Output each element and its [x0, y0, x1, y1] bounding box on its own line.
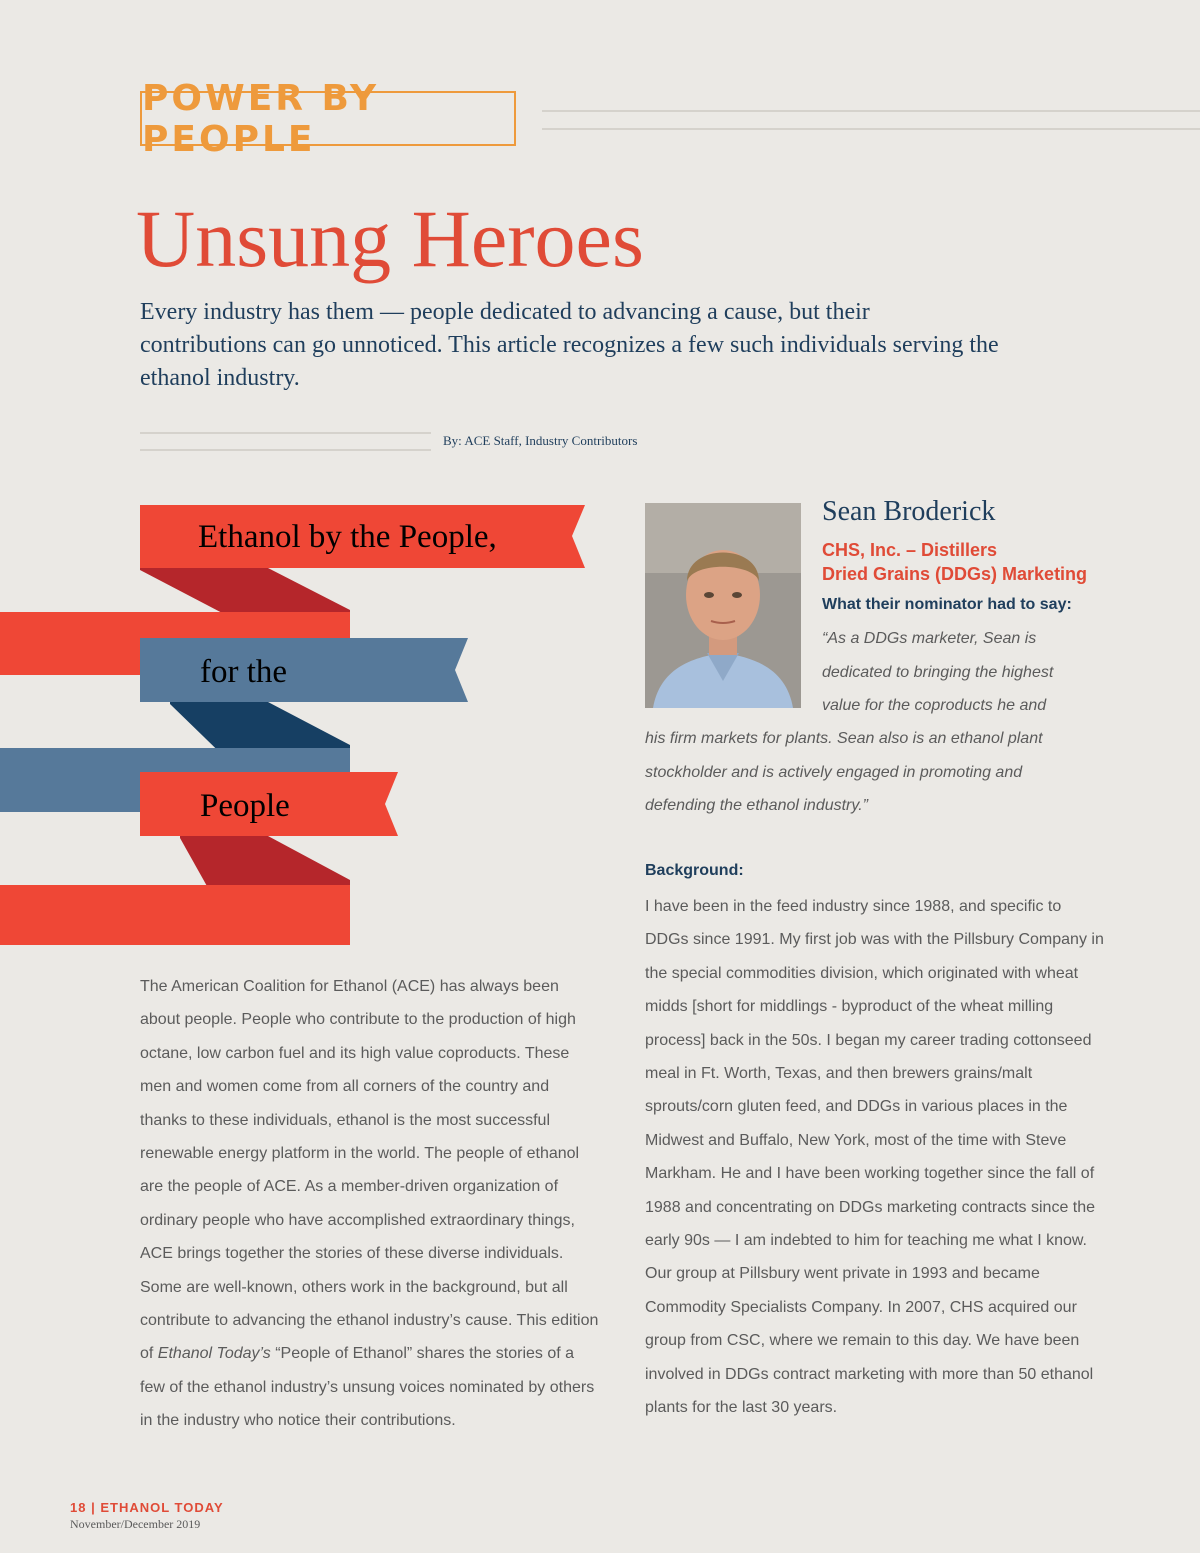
byline-rule-bottom [140, 449, 431, 451]
company-line-1: CHS, Inc. – Distillers [822, 540, 998, 560]
publication-name: ETHANOL TODAY [100, 1500, 224, 1515]
background-text: I have been in the feed industry since 1988, and specific to DDGs since 1991. My first job was with the Pillsbury Company in the special commodities division, which originated with wheat midds [short for middlings - byproduct of the wheat milling process] back in the 50s. I began my career trading cottonseed meal in Ft. Worth, Texas, and then brewers grains/malt sprouts/corn gluten feed, and DDGs in various places in the Midwest and Buffalo, New York, most of the time with Steve Markham. He and I have been working together since the fall of 1988 and concentrating on DDGs marketing contracts since the early 90s — I am indebted to him for teaching me what I know. Our group at Pillsbury went private in 1993 and became Commodity Specialists Company. In 2007, CHS acquired our group from CSC, where we remain to this day. We have been involved in DDGs contract marketing with more than 50 ethanol plants for the last 30 years. [645, 898, 1104, 1417]
person-name: Sean Broderick [822, 496, 996, 527]
intro-text-before: The American Coalition for Ethanol (ACE) has always been about people. People who contribute to the production of high octane, low carbon fuel and its high value coproducts. These men and women come from all corners of the country and thanks to these individuals, ethanol is the most successful renewable energy platform in the world. The people of ethanol are the people of ACE. As a member-driven organization of ordinary people who have accomplished extraordinary things, ACE brings together the stories of these diverse individuals. Some are well-known, others work in the background, but all contribute to advancing the ethanol industry’s cause. This edition of [140, 978, 599, 1363]
ribbon-text-line2: for the [200, 654, 288, 690]
quote-line-5: stockholder and is actively engaged in promoting and [645, 764, 1023, 781]
ribbon-band-slate [140, 638, 468, 702]
background-heading: Background: [645, 862, 744, 879]
nominator-heading: What their nominator had to say: [822, 596, 1072, 613]
company-line-2: Dried Grains (DDGs) Marketing [822, 564, 1088, 584]
issue-date: November/December 2019 [70, 1517, 201, 1531]
ribbon-text-line1: Ethanol by the People, [198, 519, 497, 555]
section-label-box [140, 77, 516, 160]
quote-line-6: defending the ethanol industry.” [645, 797, 868, 814]
header-rule-top [542, 110, 1200, 112]
ribbon-graphic [0, 500, 600, 960]
intro-paragraph [140, 970, 600, 1438]
portrait-illustration [645, 503, 801, 708]
ribbon-text-line3: People [200, 788, 290, 824]
footer-publication: 18 | ETHANOL TODAY [70, 1500, 224, 1515]
company-title [822, 538, 1122, 586]
quote-line-1: “As a DDGs marketer, Sean is [822, 630, 1037, 647]
quote-line-4: his firm markets for plants. Sean also is an ethanol plant [645, 730, 1043, 747]
byline-rule-top [140, 432, 431, 434]
quote-line-3: value for the coproducts he and [822, 697, 1047, 714]
page-number: 18 [70, 1500, 87, 1515]
article-dek: Every industry has them — people dedicated to advancing a cause, but their contributions can go unnoticed. This article recognizes a few such individuals serving the ethanol industry. [140, 299, 999, 391]
article-title: Unsung Heroes [136, 193, 644, 284]
section-label: POWER BY PEOPLE [142, 77, 380, 160]
byline: By: ACE Staff, Industry Contributors [443, 433, 638, 448]
header-rule-bottom [542, 128, 1200, 130]
quote-line-2: dedicated to bringing the highest [822, 664, 1054, 681]
publication-name-italic: Ethanol Today’s [157, 1345, 271, 1363]
profile-photo [645, 503, 801, 708]
ribbon-band-join-3 [200, 885, 350, 945]
ribbon-strip-red-back-2 [0, 885, 210, 945]
intro-text-after: “People of Ethanol” shares the stories of a few of the ethanol industry’s unsung voices nominated by others in the industry who notice their contributions. [140, 1345, 595, 1430]
